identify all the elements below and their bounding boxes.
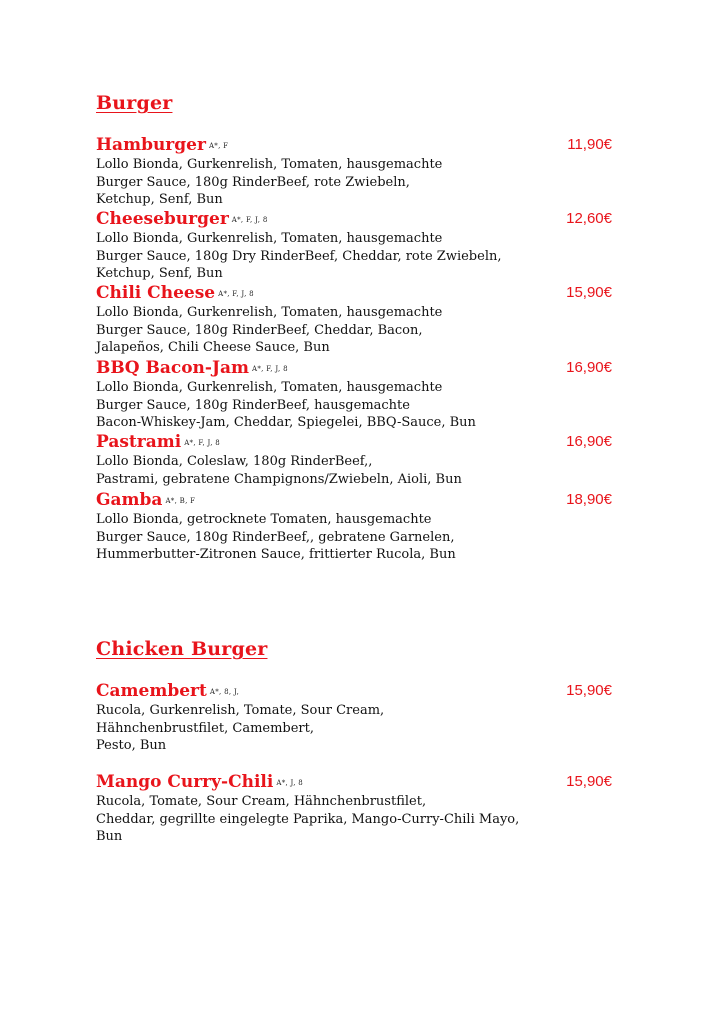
item-name: Cheeseburger [96,209,229,229]
description-line: Lollo Bionda, Gurkenrelish, Tomaten, hausgemachte [96,380,443,395]
description-line: Hummerbutter-Zitronen Sauce, frittierter Rucola, Bun [96,547,456,562]
item-header [96,282,616,304]
item-allergens: A*, F [208,141,229,150]
description-line: Lollo Bionda, Gurkenrelish, Tomaten, hausgemachte [96,157,443,172]
item-price: 12,60€ [566,210,612,227]
item-allergens: A*, F, J, 8 [218,289,254,298]
description-line: Lollo Bionda, getrocknete Tomaten, hausgemachte [96,512,432,527]
item-header [96,431,616,453]
menu-item-hamburger [96,134,616,209]
description-line: Burger Sauce, 180g RinderBeef, Cheddar, Bacon, [96,322,423,338]
item-description [96,230,616,283]
menu-item-gamba [96,489,616,564]
item-header [96,489,616,511]
item-name: BBQ Bacon-Jam [96,358,249,378]
item-name: Hamburger [96,135,206,155]
item-price: 16,90€ [566,359,612,376]
item-header [96,208,616,230]
item-allergens: A*, F, J, 8 [184,438,221,447]
item-price: 15,90€ [566,773,612,790]
description-line: Lollo Bionda, Gurkenrelish, Tomaten, hausgemachte [96,231,443,246]
item-header [96,357,616,379]
item-price: 15,90€ [566,284,612,301]
item-description [96,156,616,209]
description-line: Burger Sauce, 180g Dry RinderBeef, Cheddar, rote Zwiebeln, [96,248,502,264]
item-description [96,304,616,357]
item-allergens: A*, F, J, 8 [252,364,288,373]
item-allergens: A*, J, 8 [276,778,304,787]
item-header [96,680,616,702]
menu-item-chili-cheese [96,282,616,357]
description-line: Jalapeños, Chili Cheese Sauce, Bun [96,340,330,355]
item-price: 16,90€ [566,433,612,450]
item-description [96,453,616,488]
item-name: Mango Curry-Chili [96,772,274,792]
item-allergens: A*, F, J, 8 [231,215,268,224]
item-header [96,134,616,156]
description-line: Rucola, Tomate, Sour Cream, Hähnchenbrustfilet, [96,794,427,809]
description-line: Lollo Bionda, Coleslaw, 180g RinderBeef,, [96,454,373,469]
description-line: Ketchup, Senf, Bun [96,266,223,281]
menu-item-camembert [96,680,616,755]
item-allergens: A*, B, F [165,496,196,505]
item-price: 11,90€ [567,136,612,153]
description-line: Bacon-Whiskey-Jam, Cheddar, Spiegelei, BBQ-Sauce, Bun [96,415,476,430]
description-line: Bun [96,829,123,844]
description-line: Burger Sauce, 180g RinderBeef, rote Zwiebeln, [96,174,410,190]
description-line: Pastrami, gebratene Champignons/Zwiebeln, Aioli, Bun [96,471,462,487]
description-line: Hähnchenbrustfilet, Camembert, [96,720,314,736]
item-price: 18,90€ [566,491,612,508]
item-description [96,511,616,564]
item-name: Camembert [96,681,207,701]
menu-item-mango-curry-chili [96,771,616,846]
menu-item-cheeseburger [96,208,616,283]
description-line: Rucola, Gurkenrelish, Tomate, Sour Cream, [96,703,385,718]
item-header [96,771,616,793]
menu-item-bbq-bacon-jam [96,357,616,432]
item-description [96,793,616,846]
section-title-chicken-burger: Chicken Burger [96,638,268,660]
description-line: Cheddar, gegrillte eingelegte Paprika, Mango-Curry-Chili Mayo, [96,811,520,827]
item-price: 15,90€ [566,682,612,699]
description-line: Ketchup, Senf, Bun [96,192,223,207]
item-name: Gamba [96,490,163,510]
item-name: Pastrami [96,432,182,452]
item-description [96,702,616,755]
section-title-burger: Burger [96,92,173,114]
description-line: Lollo Bionda, Gurkenrelish, Tomaten, hausgemachte [96,305,443,320]
item-name: Chili Cheese [96,283,216,303]
description-line: Burger Sauce, 180g RinderBeef,, gebratene Garnelen, [96,529,455,545]
menu-item-pastrami [96,431,616,488]
item-description [96,379,616,432]
description-line: Burger Sauce, 180g RinderBeef, hausgemachte [96,397,410,413]
description-line: Pesto, Bun [96,738,167,753]
item-allergens: A*, 8, J, [209,687,240,696]
